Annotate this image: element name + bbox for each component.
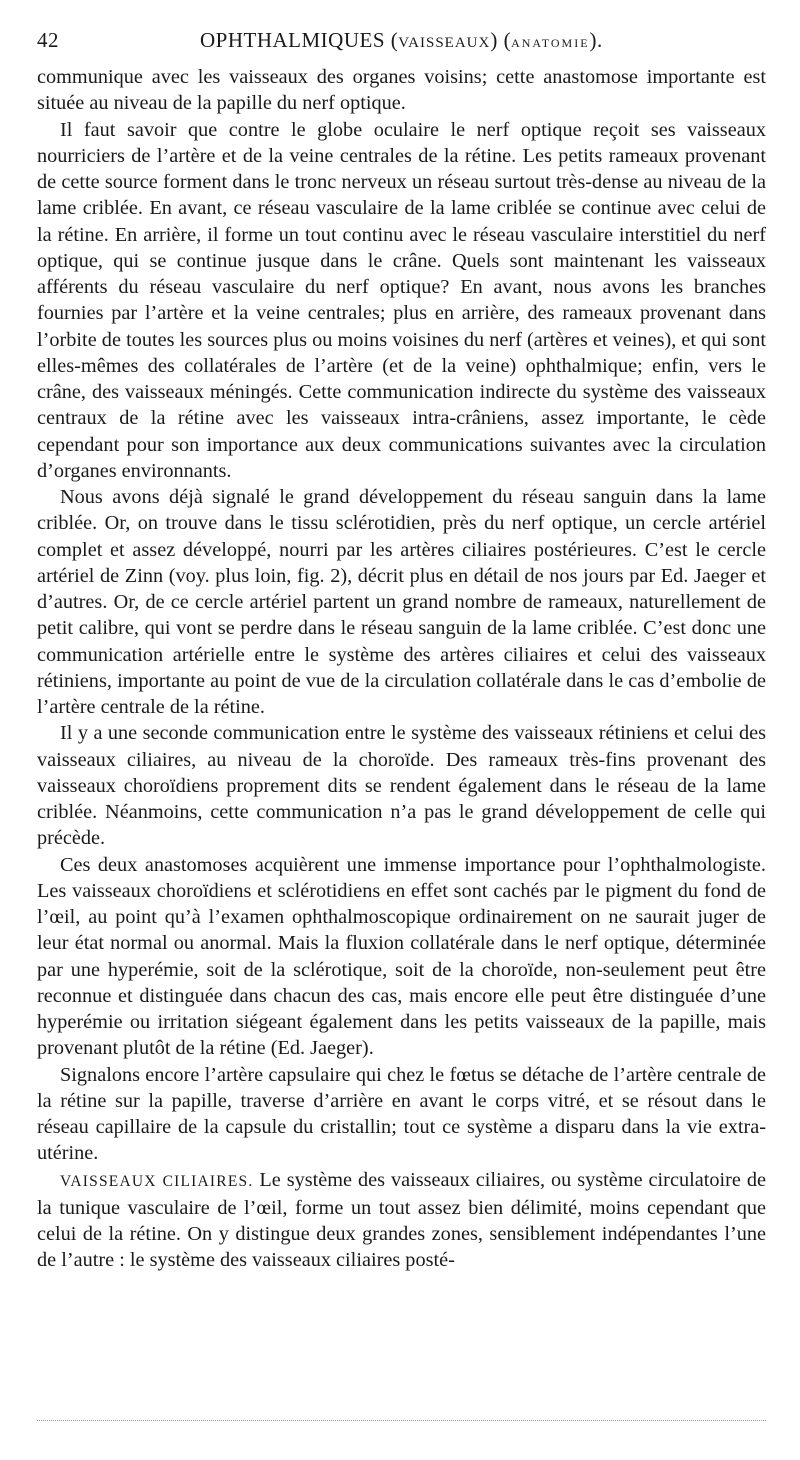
footer-dotted-rule xyxy=(37,1420,766,1421)
page-number: 42 xyxy=(37,28,59,52)
running-title-vaisseaux: VAISSEAUX xyxy=(398,35,491,51)
section-paragraph-text: Le système des vaisseaux ciliaires, ou système circulatoire de la tunique vasculaire de l’œil, forme un tout assez bien délimité, moins cependant que celui de la rétine. On y distingue deux grandes zones, sensiblement indépendantes l’une de l’autre : le système des vaisseaux ciliaires posté- xyxy=(37,1168,766,1272)
running-title-anatomie: ANATOMIE xyxy=(511,36,590,50)
page-header xyxy=(37,28,766,64)
body-text xyxy=(37,64,766,1274)
paragraph: Ces deux anastomoses acquièrent une immense importance pour l’ophthalmologiste. Les vaisseaux choroïdiens et sclérotidiens en effet sont cachés par le pigment du fond de l’œil, au point qu’à l’examen ophthalmoscopique ordinairement on ne saurait juger de leur état normal ou anormal. Mais la fluxion collatérale dans le nerf optique, déterminée par une hyperémie, soit de la sclérotique, soit de la choroïde, non-seulement peut être reconnue et distinguée dans chacun des cas, mais encore elle peut être distinguée d’une hyperémie ou irritation siégeant également dans les petits vaisseaux de la papille, mais provenant plutôt de la rétine (Ed. Jaeger). xyxy=(37,853,766,1060)
running-title-end: ). xyxy=(589,28,603,52)
book-page xyxy=(37,28,766,1274)
paragraph: communique avec les vaisseaux des organes voisins; cette anastomose importante est située au niveau de la papille du nerf optique. xyxy=(37,66,766,115)
paragraph: Il faut savoir que contre le globe oculaire le nerf optique reçoit ses vaisseaux nourriciers de l’artère et de la veine centrales de la rétine. Les petits rameaux provenant de cette source forment dans le tronc nerveux un réseau surtout très-dense au niveau de la lame criblée. En avant, ce réseau vasculaire de la lame criblée se continue avec celui de la rétine. En arrière, il forme un tout continu avec le réseau vasculaire interstitiel du nerf optique, qui se continue jusque dans le crâne. Quels sont maintenant les vaisseaux afférents du réseau vasculaire du nerf optique? En avant, nous avons les branches fournies par l’artère et la veine centrales; plus en arrière, des rameaux provenant dans l’orbite de toutes les sources plus ou moins voisines du nerf (artères et veines), et qui sont elles-mêmes des collatérales de l’artère (et de la veine) ophthalmique; enfin, vers le crâne, des vaisseaux méningés. Cette communication indirecte du système des vaisseaux centraux de la rétine avec les vaisseaux intra-crâniens, assez importante, le cède cependant pour son importance aux deux communications suivantes avec la circulation d’organes environnants. xyxy=(37,118,766,482)
paragraph: Signalons encore l’artère capsulaire qui chez le fœtus se détache de l’artère centrale de la rétine sur la papille, traverse d’arrière en avant le corps vitré, et se résout dans le réseau capillaire de la capsule du cristallin; tout ce système a disparu dans la vie extra-utérine. xyxy=(37,1063,766,1165)
paragraph: Il y a une seconde communication entre le système des vaisseaux rétiniens et celui des vaisseaux ciliaires, au niveau de la choroïde. Des rameaux très-fins provenant des vaisseaux choroïdiens proprement dits se rendent également dans le réseau de la lame criblée. Néanmoins, cette communication n’a pas le grand développement de celle qui précède. xyxy=(37,722,766,850)
running-title xyxy=(200,28,603,53)
section-paragraph-vaisseaux-ciliaires xyxy=(37,1167,766,1274)
section-heading-vaisseaux-ciliaires: VAISSEAUX CILIAIRES. xyxy=(60,1172,254,1190)
running-title-mid: ) ( xyxy=(490,28,512,52)
paragraph: Nous avons déjà signalé le grand développement du réseau sanguin dans la lame criblée. Or, on trouve dans le tissu sclérotidien, près du nerf optique, un cercle artériel complet et assez développé, nourri par les artères ciliaires postérieures. C’est le cercle artériel de Zinn (voy. plus loin, fig. 2), décrit plus en détail de nos jours par Ed. Jaeger et d’autres. Or, de ce cercle artériel partent un grand nombre de rameaux, naturellement de petit calibre, qui vont se perdre dans le réseau sanguin de la lame criblée. C’est donc une communication artérielle entre le système des artères ciliaires et celui des vaisseaux rétiniens, importante au point de vue de la circulation collatérale dans le cas d’embolie de l’artère centrale de la rétine. xyxy=(37,486,766,718)
running-title-main: OPHTHALMIQUES ( xyxy=(200,28,399,52)
